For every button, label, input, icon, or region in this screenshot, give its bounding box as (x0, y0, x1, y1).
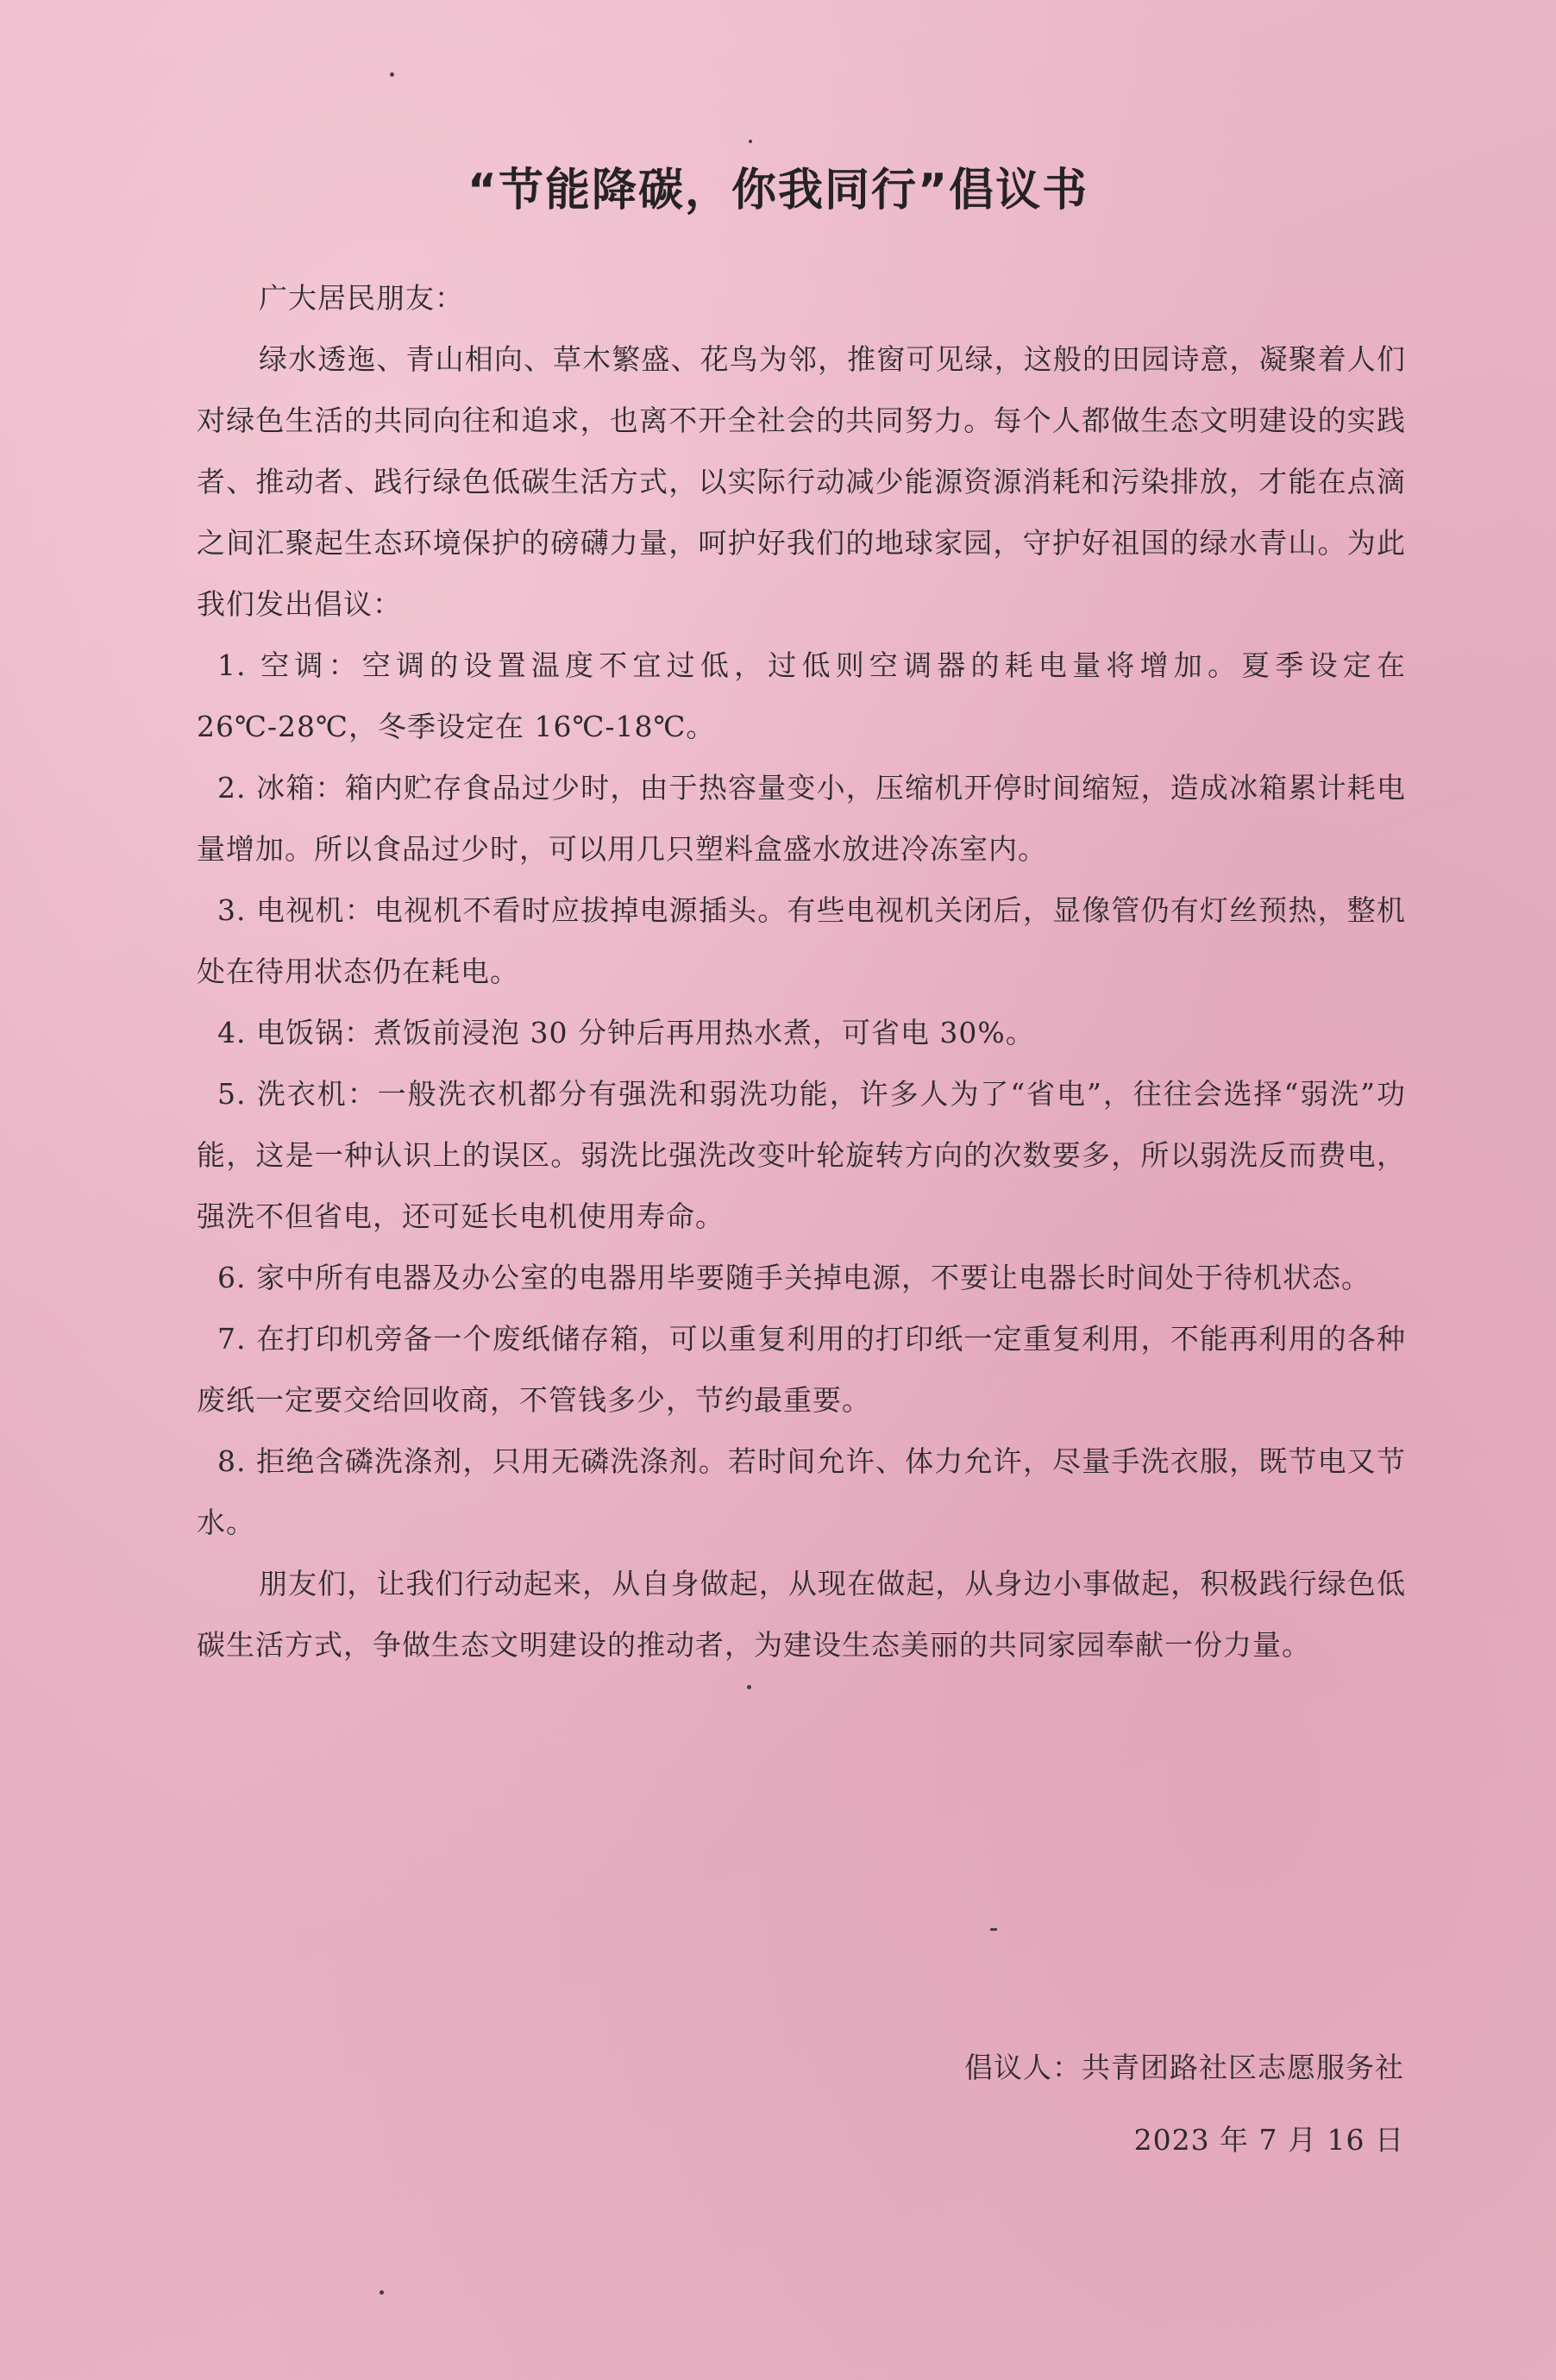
document-title: “节能降碳，你我同行”倡议书 (467, 165, 1089, 216)
signatory: 倡议人：共青团路社区志愿服务社 (964, 2051, 1404, 2084)
proposal-item-4: 4. 电饭锅：煮饭前浸泡 30 分钟后再用热水煮，可省电 30%。 (217, 1016, 1035, 1049)
ink-speck (747, 1685, 751, 1689)
ink-speck (390, 72, 394, 77)
ink-speck (990, 1928, 997, 1931)
proposal-item-6: 6. 家中所有电器及办公室的电器用毕要随手关掉电源，不要让电器长时间处于待机状态。 (217, 1261, 1371, 1294)
signature-block (964, 2032, 1404, 2176)
proposal-item-1: 1. 空调：空调的设置温度不宜过低，过低则空调器的耗电量将增加。夏季设定在 26℃-28℃，冬季设定在 16℃-18℃。 (197, 648, 1406, 743)
proposal-item-3: 3. 电视机：电视机不看时应拔掉电源插头。有些电视机关闭后，显像管仍有灯丝预热，整机处在待用状态仍在耗电。 (197, 893, 1406, 988)
closing-paragraph: 朋友们，让我们行动起来，从自身做起，从现在做起，从身边小事做起，积极践行绿色低碳生活方式，争做生态文明建设的推动者，为建设生态美丽的共同家园奉献一份力量。 (197, 1567, 1406, 1662)
intro-paragraph: 绿水透迤、青山相向、草木繁盛、花鸟为邻，推窗可见绿，这般的田园诗意，凝聚着人们对绿色生活的共同向往和追求，也离不开全社会的共同努力。每个人都做生态文明建设的实践者、推动者、践行绿色低碳生活方式，以实际行动减少能源资源消耗和污染排放，才能在点滴之间汇聚起生态环境保护的磅礴力量，呵护好我们的地球家园，守护好祖国的绿水青山。为此我们发出倡议： (197, 342, 1406, 621)
ink-speck (749, 140, 752, 143)
proposal-item-5: 5. 洗衣机：一般洗衣机都分有强洗和弱洗功能，许多人为了“省电”，往往会选择“弱洗”功能，这是一种认识上的误区。弱洗比强洗改变叶轮旋转方向的次数要多，所以弱洗反而费电，强洗不但省电，还可延长电机使用寿命。 (197, 1077, 1406, 1233)
proposal-item-2: 2. 冰箱：箱内贮存食品过少时，由于热容量变小，压缩机开停时间缩短，造成冰箱累计耗电量增加。所以食品过少时，可以用几只塑料盒盛水放进冷冻室内。 (197, 771, 1406, 866)
ink-speck (380, 2290, 384, 2295)
proposal-item-8: 8. 拒绝含磷洗涤剂，只用无磷洗涤剂。若时间允许、体力允许，尽量手洗衣服，既节电又节水。 (197, 1444, 1406, 1539)
document-date: 2023 年 7 月 16 日 (1133, 2123, 1404, 2157)
proposal-item-7: 7. 在打印机旁备一个废纸储存箱，可以重复利用的打印纸一定重复利用，不能再利用的各种废纸一定要交给回收商，不管钱多少，节约最重要。 (197, 1322, 1406, 1417)
document-body (197, 267, 1406, 1675)
greeting: 广大居民朋友： (259, 281, 464, 315)
